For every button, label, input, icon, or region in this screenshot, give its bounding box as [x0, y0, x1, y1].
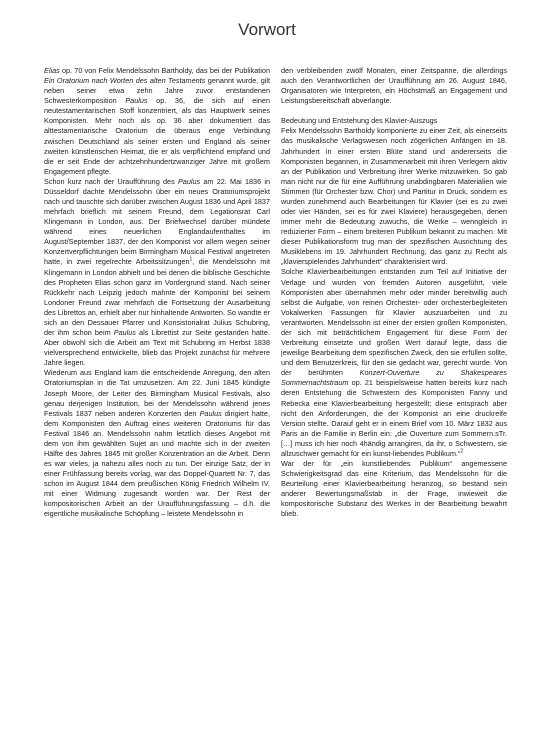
right-column	[281, 66, 507, 738]
paragraph-history	[44, 177, 270, 368]
page-title: Vorwort	[238, 20, 296, 39]
footnote-marker[interactable]: 1	[189, 257, 193, 264]
paragraph-criteria: War der für „ein kunstliebendes Publikum“ angemessene Schwierigkeitsgrad das eine Kriterium, das Mendelssohn für die Beurteilung einer Klavierbearbeitung heranzog, so bestand sein anderer Bewertungsmaßstab in der Frage, inwieweit die kompositorische Substanz des Werkes in der Bearbeitung bewahrt blieb.	[281, 458, 507, 519]
text-run: , die Mendelssohn mit Klingemann in London abhielt und bei denen die biblische Geschichte des Propheten Elias schon ganz im Vordergrund stand. Nach seiner Rückkehr nach Leipzig jedoch mahnte der Komponist bei seinem Londoner Freund zwar mehrfach die Fortsetzung der Ausarbeitung des Librettos an, erhielt aber nur hinhaltende Antworten. So wandte er sich an den Dessauer Pfarrer und Konsistorialrat Julius Schubring, der ihm schon beim	[44, 257, 270, 338]
paragraph-intro	[44, 66, 270, 177]
text-run: Solche Klavierbearbeitungen entstanden zum Teil auf Initiative der Verlage und wurden von fremden Autoren ausgeführt, viele Komponisten aber übernahmen mehr oder minder bereitwillig auch selbst die Aufgabe, von reinen Orchester- oder orchesterbegleiteten Vokalwerken Fassungen für Klavier auszuarbeiten und zu verantworten. Mendelssohn ist einer der ersten großen Komponisten, der sich mit beträchtlichem Engagement für diese Form der Verbreitung einsetzte und großen Wert darauf legte, dass die jeweilige Bearbeitung dem spezifischen Zweck, den sie erfüllen sollte, und dem Benutzerkreis, für den sie gedacht war, gerecht wurde. Von der berühmten	[281, 267, 507, 378]
text-run: op. 70 von Felix Mendelssohn Bartholdy, das bei der Publikation	[59, 66, 270, 75]
paragraph-continuation: den verbleibenden zwölf Monaten, einer Zeitspanne, die allerdings auch den Verantwortlichen der Uraufführung am 26. August 1846, Organisatoren wie Interpreten, ein Höchstmaß an Engagement und Leistungsbereitschaft abverlangte.	[281, 66, 507, 106]
work-title-paulus: Paulus	[177, 176, 201, 186]
paragraph-commission	[44, 368, 270, 519]
text-run: Wiederum aus England kam die entscheidende Anregung, den alten Oratoriumsplan in die Tat umzusetzen. Am 22. Juni 1845 kündigte Joseph Moore, der Leiter des Birmingham Musical Festivals, also genau derjenigen Institution, bei der Mendelssohn während jenes Festivals 1837 neben anderen Konzerten den	[44, 368, 270, 418]
text-run: op. 36, die sich auf einen neutestamentarischen Stoff konzentriert, als das Hauptwerk seines Komponisten. Mehr noch als op. 36 aber dokumentiert das alttestamentarische Oratorium die überaus enge Verbindung zwischen Deutschland als seiner ersten und England als seiner zweiten künstlerischen Heimat, die er als verpflichtend empfand und die er seit Ende der achtzehnhundertzwanziger Jahre mit großem Engagement pflegte.	[44, 96, 270, 176]
work-subtitle: Ein Oratorium nach Worten des alten Testaments	[44, 76, 206, 86]
work-title-paulus: Paulus	[199, 408, 222, 418]
left-column	[44, 66, 270, 738]
work-title-ouverture: Konzert-Ouverture zu Shakespeares Sommernachtstraum	[281, 368, 507, 388]
text-run: op. 21 beispielsweise hatten bereits kurz nach deren Entstehung die Schwestern des Komponisten Fanny und Rebecka eine Klavierbearbeitung hergestellt; diese entsprach aber nicht den Anforderungen, die der Komponist an eine druckreife Version stellte. Darauf geht er in einem Brief vom 10. März 1832 aus Paris an die Familie in Berlin ein: „die Ouverture zum Sommern.sTr. […] muss ich hier noch 4händig arrangiren, da ihr, o Schwestern, sie allzuschwer gemacht für ein kunst-liebendes Publikum.“	[281, 378, 507, 458]
text-run: am 22. Mai 1836 in Düsseldorf dachte Mendelssohn über ein neues Oratoriumsprojekt nach und tauschte sich darüber zwischen August 1836 und April 1837 mehrfach brieflich mit seinem Freund, dem Legationsrat Carl Klingemann in London, aus. Der Briefwechsel darüber mündete während eines neuerlichen Englandaufenthaltes im August/September 1837, der den Komponist vor allem wegen seiner Konzertverpflichtungen beim Birmingham Musical Festival angetreten hatte, in zwei regelrechte Arbeitssitzungen	[44, 176, 270, 267]
text-run: Schon kurz nach der Uraufführung des	[44, 176, 178, 186]
text-run: genannt wurde, gilt neben seiner etwa zehn Jahre zuvor entstandenen Schwesterkomposition	[44, 76, 270, 106]
footnote-marker[interactable]: 2	[460, 448, 464, 455]
work-title-elias: Elias	[44, 66, 60, 75]
work-title-paulus: Paulus	[113, 328, 136, 338]
work-title-paulus: Paulus	[125, 96, 148, 106]
text-run: als Librettist zur Seite gestanden hatte. Aber obwohl sich die Arbeit am Text mit Schubring im Herbst 1838 vielversprechend entwickelte, blieb das Projekt zunächst für mehrere Jahre liegen.	[44, 328, 270, 368]
section-heading: Bedeutung und Entstehung des Klavier-Auszugs	[281, 116, 438, 126]
paragraph-arrangements	[281, 267, 507, 458]
text-run: dirigiert hatte, dem Komponisten den Auftrag eines weiteren Oratoriums für das Festival 1846 an. Mendelssohn nahm letztlich dieses Angebot mit dem von ihm gewählten Sujet an und machte sich in der zweiten Hälfte des Jahres 1845 mit großer Konzentration an die Arbeit. Denn es war vieles, ja nahezu alles noch zu tun. Der einzige Satz, der in einer Frühfassung bereits vorlag, war das Doppel-Quartett Nr. 7, das schon im August 1844 dem preußischen König Friedrich Wilhelm IV. mit einer Widmung zugesandt worden war. Der Rest der kompositorischen Arbeit an der Uraufführungsfassung – d.h. die eigentliche musikalische Schöpfung – leistete Mendelssohn in	[44, 408, 270, 519]
paragraph-publishing: Felix Mendelssohn Bartholdy komponierte zu einer Zeit, als einerseits das musikalische Verlagswesen noch zögerlichen Anfängen im 18. Jahrhundert in einer ersten Blüte stand und andererseits die Komponisten begannen, in Zusammenarbeit mit ihren Verlegern aktiv an der Publikation und Verbreitung ihrer Werke mitzuwirken. So gab man nicht nur die für eine Aufführung unabdingbaren Materialien wie Stimmen (für Orchester bzw. Chor) und Partitur in Druck, sondern es wurden zunehmend auch Bearbeitungen für Klavier (sei es zu zwei oder vier Händen, sei es für zwei Klaviere) herausgegeben, denen immer mehr die Bedeutung zuwuchs, die Werke – wenngleich in reduzierter Form – einem breiteren Publikum bekannt zu machen. Mit dieser Publikationsform trug man der spezifischen Ausrichtung des Musiklebens im 19. Jahrhundert Rechnung, das ganz zu Recht als „klavierspielendes Jahrhundert“ charakterisiert wird.	[281, 126, 507, 267]
